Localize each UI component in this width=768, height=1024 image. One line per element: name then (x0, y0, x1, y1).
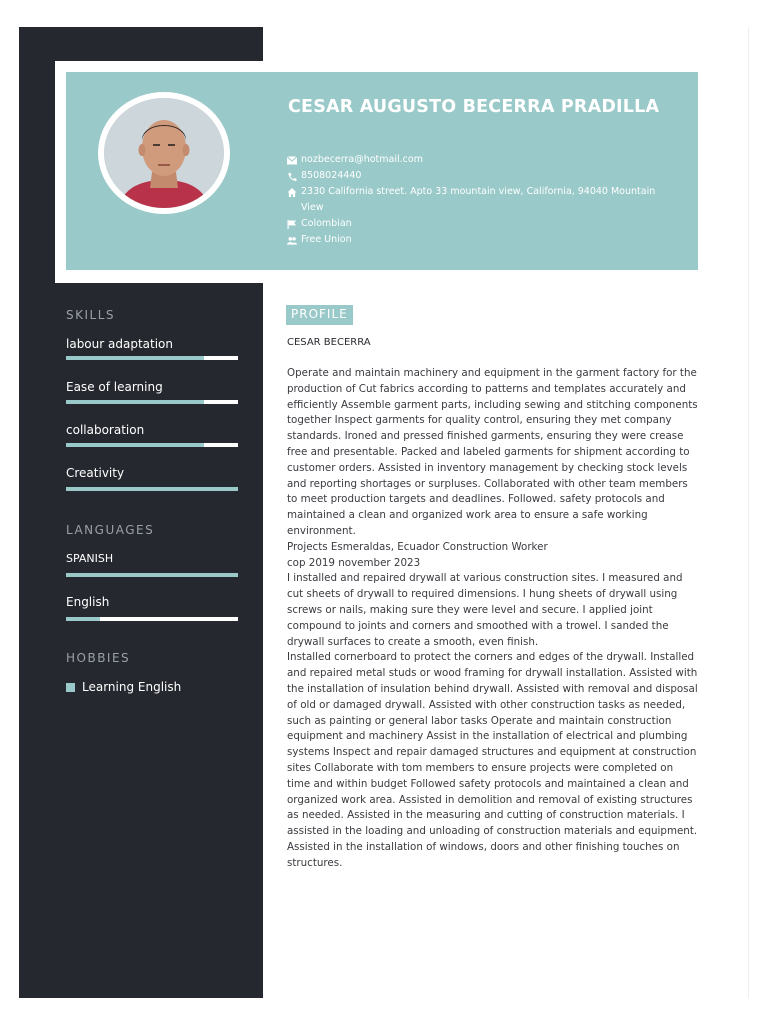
skill-bar (66, 487, 238, 491)
skill-label: labour adaptation (66, 337, 173, 351)
home-icon (287, 184, 301, 197)
contact-phone (287, 168, 667, 184)
skill-bar (66, 400, 238, 404)
hobby-item (66, 680, 181, 694)
profile-name: CESAR BECERRA (287, 337, 371, 348)
language-bar (66, 573, 238, 577)
skill-label: Ease of learning (66, 380, 163, 394)
skill-bar-fill (66, 487, 238, 491)
contact-email (287, 152, 667, 168)
skill-label: collaboration (66, 423, 145, 437)
phone-icon (287, 168, 301, 181)
contact-list (287, 152, 667, 248)
users-icon (287, 232, 301, 245)
hobbies-heading: HOBBIES (66, 651, 131, 665)
profile-photo (104, 98, 224, 208)
page-edge-divider (748, 27, 749, 998)
language-label: English (66, 595, 110, 609)
hobby-label: Learning English (82, 680, 182, 694)
language-bar-fill (66, 617, 100, 621)
language-label: SPANISH (66, 552, 114, 565)
contact-nationality-text: Colombian (301, 218, 352, 229)
flag-icon (287, 216, 301, 229)
envelope-icon (287, 152, 301, 165)
contact-address (287, 184, 667, 216)
candidate-name: CESAR AUGUSTO BECERRA PRADILLA (288, 97, 660, 117)
profile-paragraph: Installed cornerboard to protect the corners and edges of the drywall. Installed and repaired metal studs or wood framing for drywall installation. Assisted with the installation of insulation behind drywall. Assisted with removal and disposal of old or damaged drywall. Assisted with other construction tasks as needed, such as painting or general labor tasks Operate and maintain construction equipment and machinery Assist in the installation of electrical and plumbing systems Inspect and repair damaged structures and equipment at construction sites Collaborate with tom members to ensure projects were completed on time and within budget Followed safety protocols and maintained a clean and organized work area. Assisted in demolition and removal of existing structures as needed. Assisted in the measuring and cutting of construction materials. I assisted in the loading and unloading of construction materials and equipment. Assisted in the installation of windows, doors and other finishing touches on structures. (287, 651, 698, 869)
job-title-line: Projects Esmeraldas, Ecuador Construction Worker (287, 540, 548, 553)
profile-paragraph: Operate and maintain machinery and equipment in the garment factory for the production of Cut fabrics according to patterns and templates accurately and efficiently Assemble garment parts, including sewing and stitching components together Inspect garments for quality control, ensuring they met company standards. Ironed and pressed finished garments, ensuring they were crease free and presentable. Packed and labeled garments for shipment according to customer orders. Assisted in inventory management by checking stock levels and reporting shortages or surpluses. Collaborated with other team members to meet production targets and deadlines. Followed. safety protocols and maintained a clean and organized work area to ensure a safe working environment. (287, 367, 698, 537)
language-bar-fill (66, 573, 238, 577)
skill-bar-fill (66, 400, 204, 404)
contact-phone-text: 8508024440 (301, 170, 362, 181)
skill-bar (66, 443, 238, 447)
skill-label: Creativity (66, 466, 125, 480)
profile-heading: PROFILE (286, 305, 353, 325)
skills-heading: SKILLS (66, 308, 116, 322)
contact-email-text: nozbecerra@hotmail.com (301, 154, 423, 165)
bullet-square-icon (66, 683, 75, 692)
skill-bar-fill (66, 356, 204, 360)
contact-marital-status (287, 232, 667, 248)
languages-heading: LANGUAGES (66, 523, 155, 537)
language-bar (66, 617, 238, 621)
contact-address-text: 2330 California street. Apto 33 mountain view, California, 94040 Mountain View (301, 186, 656, 213)
profile-paragraph: I installed and repaired drywall at various construction sites. I measured and cut sheets of drywall to required dimensions. I hung sheets of drywall using screws or nails, making sure they were level and secure. I applied joint compound to joints and corners and smoothed with a trowel. I sanded the drywall surfaces to create a smooth, even finish. (287, 572, 683, 648)
skill-bar (66, 356, 238, 360)
profile-body (287, 366, 699, 872)
contact-nationality (287, 216, 667, 232)
contact-marital-status-text: Free Union (301, 234, 352, 245)
job-dates-line: cop 2019 november 2023 (287, 556, 421, 569)
avatar (104, 98, 224, 208)
skill-bar-fill (66, 443, 204, 447)
